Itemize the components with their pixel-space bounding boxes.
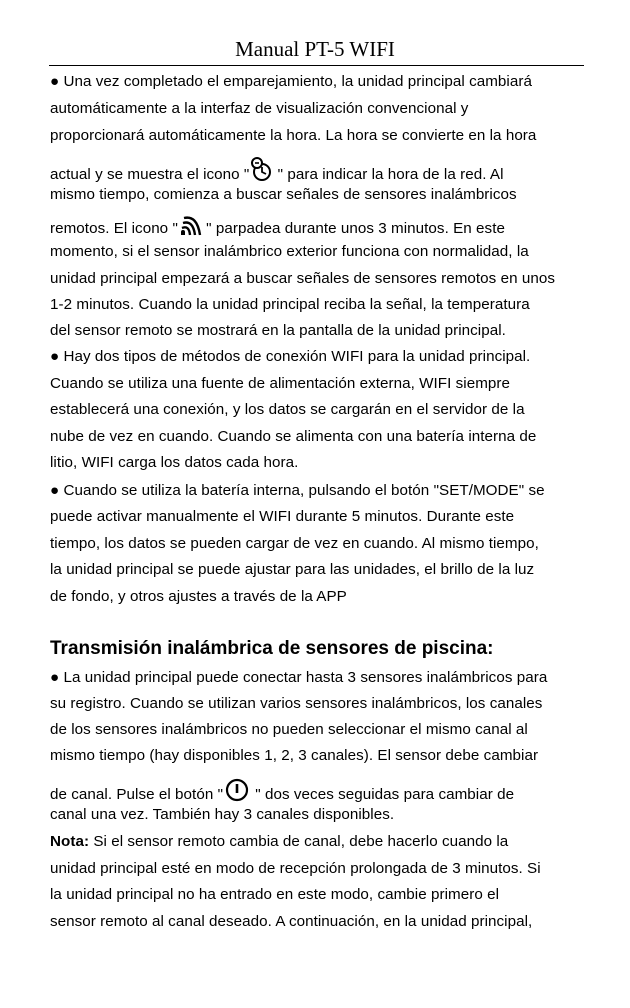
text-line: Cuando se utiliza una fuente de alimentación externa, WIFI siempre (50, 375, 511, 392)
text-line: sensor remoto al canal deseado. A continuación, en la unidad principal, (50, 913, 533, 930)
note-label: Nota: (50, 833, 90, 850)
page-title: Manual PT-5 WIFI (235, 37, 395, 61)
text-line: ● Hay dos tipos de métodos de conexión WIFI para la unidad principal. (50, 348, 531, 365)
text-line: ● Cuando se utiliza la batería interna, pulsando el botón "SET/MODE" se (50, 482, 545, 499)
text-fragment: de canal. Pulse el botón " (50, 786, 224, 803)
text-line: canal una vez. También hay 3 canales disponibles. (50, 806, 395, 823)
section-heading: Transmisión inalámbrica de sensores de piscina: (50, 638, 494, 659)
header-divider (49, 65, 584, 66)
signal-icon (178, 215, 202, 243)
text-line: tiempo, los datos se pueden cargar de vez en cuando. Al mismo tiempo, (50, 535, 539, 552)
text-line: puede activar manualmente el WIFI durante 5 minutos. Durante este (50, 508, 515, 525)
text-line: del sensor remoto se mostrará en la pantalla de la unidad principal. (50, 322, 506, 339)
text-line: nube de vez en cuando. Cuando se alimenta con una batería interna de (50, 428, 537, 445)
text-line: momento, si el sensor inalámbrico exterior funciona con normalidad, la (50, 243, 529, 260)
text-line (50, 832, 508, 852)
text-line: su registro. Cuando se utilizan varios sensores inalámbricos, los canales (50, 695, 543, 712)
text-line: mismo tiempo (hay disponibles 1, 2, 3 canales). El sensor debe cambiar (50, 747, 539, 764)
text-fragment: " para indicar la hora de la red. Al (273, 166, 504, 183)
text-line: de los sensores inalámbricos no pueden seleccionar el mismo canal al (50, 721, 528, 738)
text-line: ● La unidad principal puede conectar hasta 3 sensores inalámbricos para (50, 669, 548, 686)
text-line: establecerá una conexión, y los datos se cargarán en el servidor de la (50, 401, 525, 418)
text-fragment: actual y se muestra el icono " (50, 166, 250, 183)
text-line: unidad principal esté en modo de recepción prolongada de 3 minutos. Si (50, 860, 541, 877)
text-line: litio, WIFI carga los datos cada hora. (50, 454, 299, 471)
text-fragment: remotos. El icono " (50, 220, 178, 237)
text-line: 1-2 minutos. Cuando la unidad principal reciba la señal, la temperatura (50, 296, 530, 313)
text-line: la unidad principal no ha entrado en este modo, cambie primero el (50, 886, 500, 903)
text-line: la unidad principal se puede ajustar para las unidades, el brillo de la luz (50, 561, 535, 578)
text-line: automáticamente a la interfaz de visualización convencional y (50, 100, 469, 117)
text-line: unidad principal empezará a buscar señales de sensores remotos en unos (50, 270, 555, 287)
text-fragment: " dos veces seguidas para cambiar de (251, 786, 515, 803)
text-line: mismo tiempo, comienza a buscar señales de sensores inalámbricos (50, 186, 517, 203)
text-fragment: Si el sensor remoto cambia de canal, debe hacerlo cuando la (89, 833, 509, 850)
text-line (50, 215, 505, 243)
text-line: proporcionará automáticamente la hora. La hora se convierte en la hora (50, 127, 537, 144)
text-line: de fondo, y otros ajustes a través de la APP (50, 588, 347, 605)
text-line: ● Una vez completado el emparejamiento, la unidad principal cambiará (50, 73, 532, 90)
text-fragment: " parpadea durante unos 3 minutos. En este (201, 220, 505, 237)
